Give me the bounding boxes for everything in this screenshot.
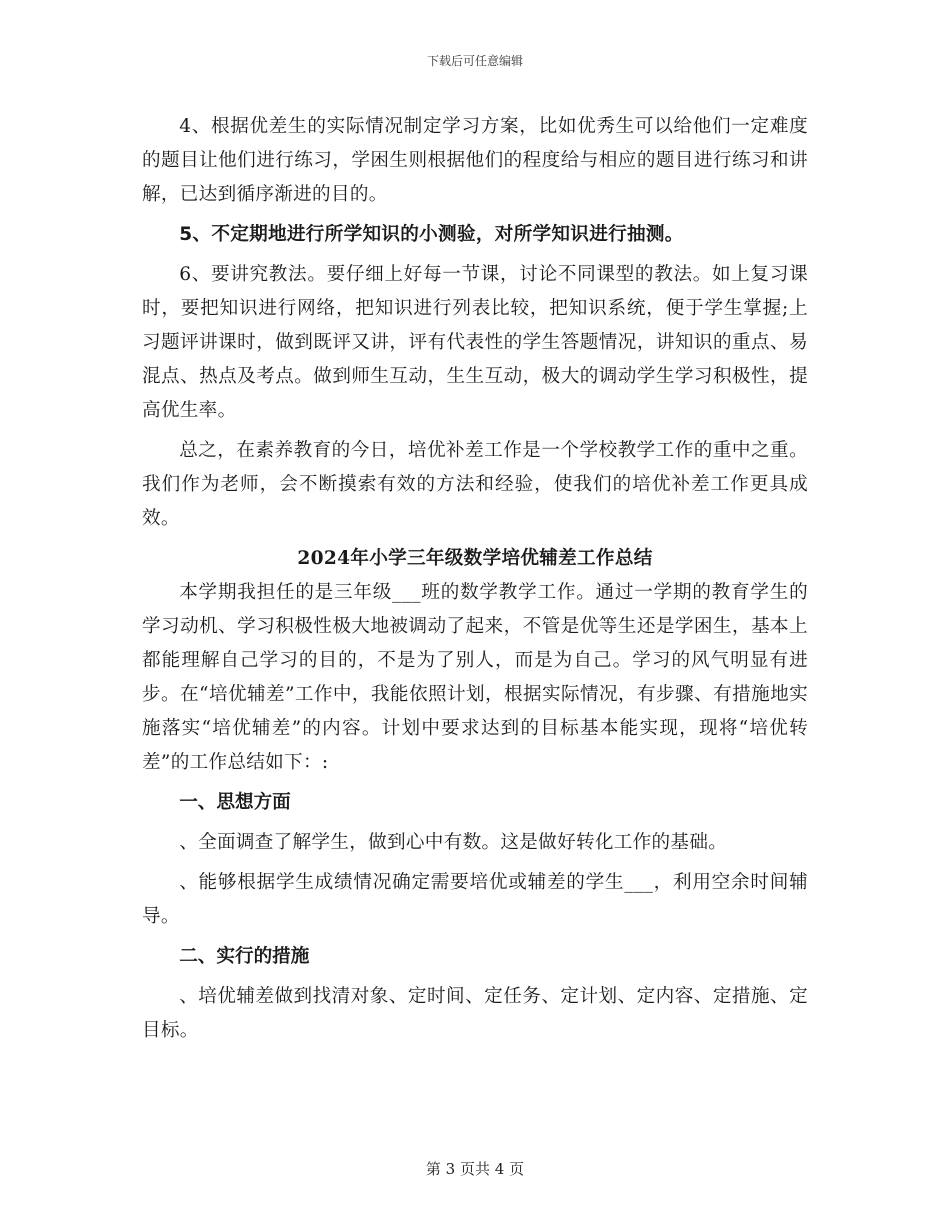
heading-thinking: 一、思想方面	[179, 792, 291, 813]
item-targets: 、培优辅差做到找清对象、定时间、定任务、定计划、定内容、定措施、定目标。	[142, 986, 808, 1041]
paragraph-summary: 总之，在素养教育的今日，培优补差工作是一个学校教学工作的重中之重。我们作为老师，会不断摸索有效的方法和经验，使我们的培优补差工作更具成效。	[142, 440, 808, 529]
section-intro: 本学期我担任的是三年级___班的数学教学工作。通过一学期的教育学生的学习动机、学习积极性极大地被调动了起来，不管是优等生还是学困生，基本上都能理解自己学习的目的，不是为了别人，而是为自己。学习的风气明显有进步。在“培优辅差”工作中，我能依照计划，根据实际情况，有步骤、有措施地实施落实“培优辅差”的内容。计划中要求达到的目标基本能实现，现将“培优转差”的工作总结如下：:	[142, 582, 808, 773]
item-identify: 、能够根据学生成绩情况确定需要培优或辅差的学生___，利用空余时间辅导。	[142, 872, 808, 927]
page-header: 下载后可任意编辑	[426, 54, 523, 68]
paragraph-item-4: 4、根据优差生的实际情况制定学习方案，比如优秀生可以给他们一定难度的题目让他们进行练习，学困生则根据他们的程度给与相应的题目进行练习和讲解，已达到循序渐进的目的。	[142, 116, 808, 205]
item-survey: 、全面调查了解学生，做到心中有数。这是做好转化工作的基础。	[179, 832, 728, 853]
heading-measures: 二、实行的措施	[179, 946, 310, 967]
section-title: 2024年小学三年级数学培优辅差工作总结	[297, 548, 653, 569]
page-number: 第 3 页共 4 页	[425, 1160, 525, 1178]
paragraph-item-5: 5、不定期地进行所学知识的小测验，对所学知识进行抽测。	[179, 224, 684, 245]
paragraph-item-6: 6、要讲究教法。要仔细上好每一节课，讨论不同课型的教法。如上复习课时，要把知识进行网络，把知识进行列表比较，把知识系统，便于学生掌握;上习题评讲课时，做到既评又讲，评有代表性的学生答题情况，讲知识的重点、易混点、热点及考点。做到师生互动，生生互动，极大的调动学生学习积极性，提高优生率。	[142, 264, 808, 421]
document-body	[142, 110, 808, 1048]
